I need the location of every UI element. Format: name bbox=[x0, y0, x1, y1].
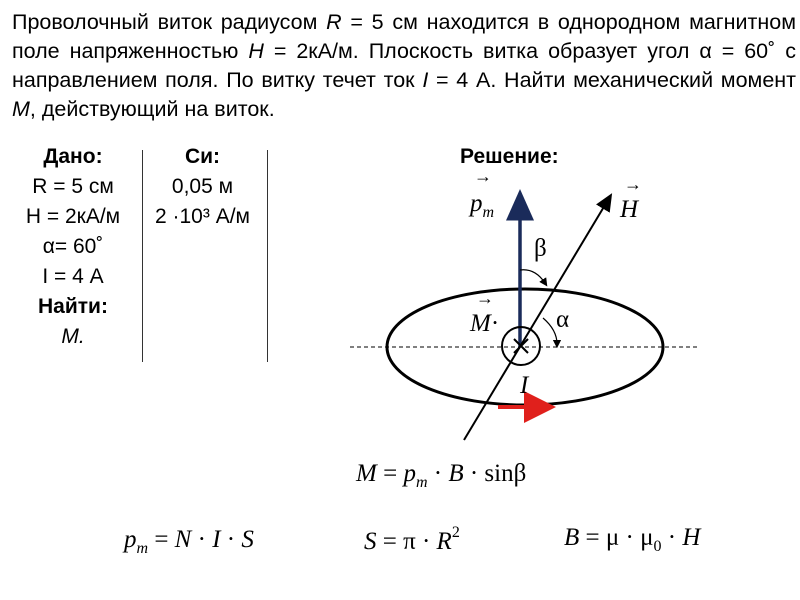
given-field: H = 2кА/м bbox=[25, 205, 121, 228]
I-label: I bbox=[520, 372, 529, 399]
M-label: M· bbox=[470, 310, 500, 337]
var-H: H bbox=[248, 39, 264, 63]
M-arrow-mark: → bbox=[476, 288, 494, 308]
si-header: Си: bbox=[184, 145, 221, 168]
problem-text-2: = 5 см находится в однородном магнитном поле напряженностью bbox=[12, 10, 796, 63]
alpha-label: α bbox=[556, 306, 570, 333]
var-alpha: α bbox=[699, 39, 712, 63]
si-radius: 0,05 м bbox=[171, 175, 234, 198]
find-header: Найти: bbox=[38, 295, 108, 318]
H-arrow-mark: → bbox=[624, 174, 642, 194]
formula-pm: $p_m = N \cdot I \cdot S$ bbox=[124, 526, 254, 557]
given-angle: α= 60˚ bbox=[42, 235, 104, 258]
alpha-arc bbox=[543, 318, 557, 344]
problem-text-3: = 2кА/м. Плоскость витка образует угол bbox=[263, 39, 700, 63]
beta-arc bbox=[520, 270, 545, 283]
given-header: Дано: bbox=[43, 145, 103, 168]
find-value: M. bbox=[61, 325, 85, 348]
H-label: H bbox=[620, 196, 639, 223]
problem-text-1: Проволочный виток радиусом bbox=[12, 10, 327, 34]
given-radius: R = 5 см bbox=[32, 175, 114, 198]
beta-label: β bbox=[534, 235, 547, 262]
given-current: I = 4 А bbox=[42, 265, 104, 288]
si-field: 2 ·10³ А/м bbox=[155, 205, 250, 228]
var-R: R bbox=[326, 10, 342, 34]
var-M: M bbox=[12, 97, 30, 121]
var-I: I bbox=[422, 68, 429, 92]
pm-arrow-mark: → bbox=[474, 166, 492, 186]
solution-header: Решение: bbox=[460, 145, 559, 168]
formula-torque: $M = p_m \cdot B \cdot \sin\beta$ bbox=[356, 460, 527, 491]
problem-text-6: , действующий на виток. bbox=[29, 97, 275, 121]
problem-text-4: = 60˚ с направлением поля. По витку течет ток bbox=[12, 39, 797, 92]
formula-B: $B = \mu \cdot \mu_0 \cdot H$ bbox=[564, 524, 701, 555]
formula-area: $S = \pi \cdot R^2$ bbox=[364, 524, 460, 555]
problem-text-5: = 4 А. Найти механический момент bbox=[428, 68, 797, 92]
pm-label: $p_m$ bbox=[470, 190, 495, 221]
